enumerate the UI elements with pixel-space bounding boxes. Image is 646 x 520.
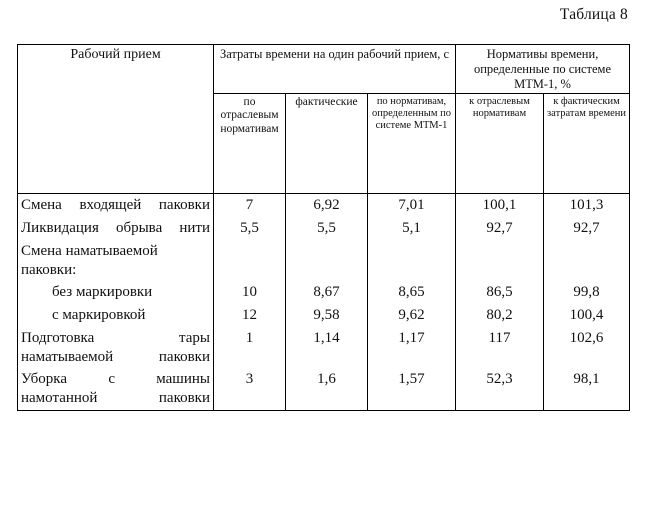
table-body [18,194,630,411]
row-value: 1,6 [286,368,368,410]
row-value: 101,3 [544,194,630,217]
header-sub-to-branch: к отраслевым нормативам [456,94,544,194]
row-value: 7 [214,194,286,217]
table-header [18,45,630,194]
row-value: 86,5 [456,281,544,304]
row-label: Смена наматываемой паковки: [18,240,214,282]
data-table [17,44,630,411]
row-value: 92,7 [456,217,544,240]
row-value [214,240,286,282]
row-value: 100,1 [456,194,544,217]
row-value: 1,57 [368,368,456,410]
row-value: 5,5 [286,217,368,240]
table-row [18,281,630,304]
row-value: 52,3 [456,368,544,410]
row-value: 98,1 [544,368,630,410]
table-caption: Таблица 8 [559,6,628,23]
row-value: 80,2 [456,304,544,327]
row-value: 5,1 [368,217,456,240]
row-value [286,240,368,282]
row-label: Уборка с машины намотанной паковки [18,368,214,410]
header-sub-branch-norm: по отраслевым нормативам [214,94,286,194]
row-value: 5,5 [214,217,286,240]
header-sub-actual: фактические [286,94,368,194]
table-row [18,368,630,410]
row-value: 3 [214,368,286,410]
row-value: 9,62 [368,304,456,327]
row-value: 10 [214,281,286,304]
table-row [18,217,630,240]
row-label: без маркировки [18,281,214,304]
row-label: с маркировкой [18,304,214,327]
row-label: Подготовка тары наматываемой паковки [18,327,214,369]
row-value: 102,6 [544,327,630,369]
row-value: 8,67 [286,281,368,304]
row-value: 7,01 [368,194,456,217]
row-value: 12 [214,304,286,327]
row-value [456,240,544,282]
row-value [368,240,456,282]
row-value: 92,7 [544,217,630,240]
header-row-groups [18,45,630,94]
header-rowname: Рабочий прием [18,45,214,194]
row-value: 100,4 [544,304,630,327]
table-row [18,304,630,327]
table-row [18,240,630,282]
row-value: 117 [456,327,544,369]
row-value: 6,92 [286,194,368,217]
header-sub-mtm: по нормативам, определенным по системе МТМ-1 [368,94,456,194]
header-sub-to-actual: к фактическим затратам времени [544,94,630,194]
row-value [544,240,630,282]
row-label: Ликвидация обрыва нити [18,217,214,240]
header-group-norms: Нормативы времени, определенные по системе МТМ-1, % [456,45,630,94]
table-row [18,327,630,369]
row-value: 9,58 [286,304,368,327]
table-row [18,194,630,217]
row-value: 1,17 [368,327,456,369]
row-value: 1,14 [286,327,368,369]
row-label: Смена входящей паковки [18,194,214,217]
row-value: 99,8 [544,281,630,304]
row-value: 8,65 [368,281,456,304]
row-value: 1 [214,327,286,369]
header-group-time: Затраты времени на один рабочий прием, с [214,45,456,94]
